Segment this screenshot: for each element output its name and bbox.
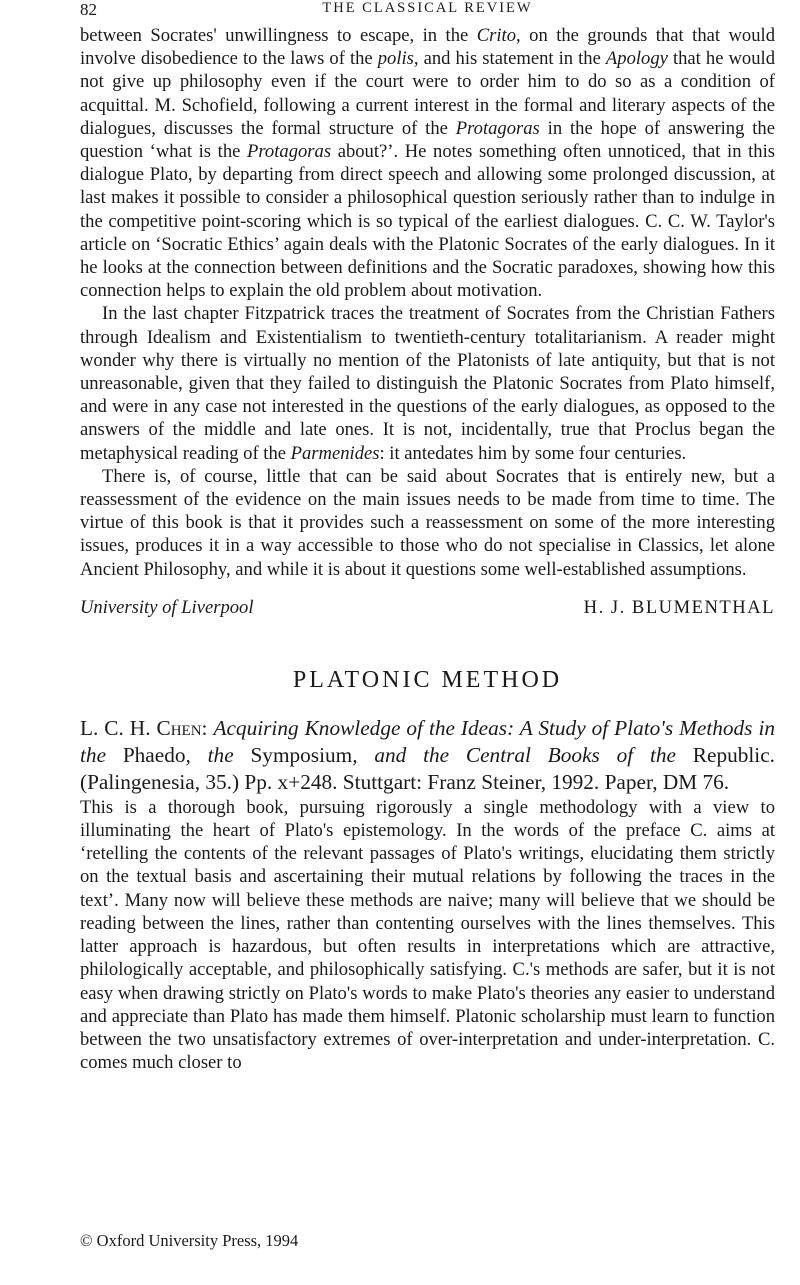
italic-run: Apology [605,48,668,70]
text-run: Phaedo [122,742,186,767]
running-header [80,0,775,24]
italic-run: Acquiring Knowledge of the Ideas: A Study of Plato's Methods in the [80,715,776,767]
text-run: . (Palingenesia, 35.) Pp. x+248. Stuttgart: Franz Steiner, 1992. Paper, DM 76. [80,742,775,794]
text-run: In the last chapter Fitzpatrick traces the treatment of Socrates from the Christian Fathers through Idealism and Existentialism to twentieth-century totalitarianism. A reader might wonder why there is virtually no mention of the Platonists of late antiquity, but that is not unreasonable, given that they failed to distinguish the Platonic Socrates from Plato himself, and were in any case not interested in the questions of the early dialogues, as opposed to the answers of the middle and late ones. It is not, incidentally, true that Proclus began the metaphysical reading of the [80,303,775,464]
paragraph [80,796,775,1074]
italic-run: Protagoras [247,141,332,163]
italic-run: Protagoras [455,117,540,139]
text-run: , on the grounds that that would involve disobedience to the laws of the [80,25,775,70]
signature-line [80,597,775,623]
italic-run: polis [377,48,414,70]
text-run: Republic [692,742,770,767]
italic-run: Parmenides [290,442,380,464]
text-run: L. C. H. [80,715,157,740]
text-run: in the hope of answering the question ‘what is the [80,117,775,163]
text-run: Symposium [250,742,353,767]
italic-run: , the [185,742,251,767]
copyright-notice: © Oxford University Press, 1994 [80,1231,299,1250]
text-run: , and his statement in the [413,48,606,70]
journal-title: THE CLASSICAL REVIEW [322,0,533,16]
smallcaps-run: Chen [156,715,202,740]
text-run: between Socrates' unwillingness to escape, in the [80,25,477,46]
page [80,0,775,1074]
reviewer-affiliation: University of Liverpool [80,596,254,618]
paragraph [80,24,775,302]
text-run: : [201,715,214,740]
bibliographic-entry [80,715,775,796]
italic-run: Crito [476,25,517,46]
text-run: : it antedates him by some four centuries. [379,442,687,464]
text-run: about?’. He notes something often unnoticed, that in this dialogue Plato, by departing from direct speech and allowing some prolonged discussion, at last makes it possible to consider a philosophical question seriously rather than to indulge in the competitive point-scoring which is so typical of the earliest dialogues. C. C. W. Taylor's article on ‘Socratic Ethics’ again deals with the Platonic Socrates of the early dialogues. In it he looks at the connection between definitions and the Socratic paradoxes, showing how this connection helps to explain the old problem about motivation. [80,141,775,302]
text-run: There is, of course, little that can be said about Socrates that is entirely new, but a reassessment of the evidence on the main issues needs to be made from time to time. The virtue of this book is that it provides such a reassessment on some of the more interesting issues, produces it in a way accessible to those who do not specialise in Classics, let alone Ancient Philosophy, and while it is about it questions some well-established assumptions. [80,465,775,580]
paragraph [80,465,775,581]
text-run: that he would not give up philosophy even if the court were to order him to do so as a condition of acquittal. M. Schofield, following a current interest in the formal and literary aspects of the dialogues, discusses the formal structure of the [80,48,775,139]
reviewer-name: H. J. BLUMENTHAL [583,596,775,618]
page-number: 82 [80,0,97,19]
section-title: PLATONIC METHOD [292,666,563,693]
paragraph [80,302,775,464]
italic-run: , and the Central Books of the [352,742,693,767]
text-run: This is a thorough book, pursuing rigorously a single methodology with a view to illuminating the heart of Plato's epistemology. In the words of the preface C. aims at ‘retelling the contents of the relevant passages of Plato's writings, elucidating them strictly on the textual basis and ascertaining their mutual relations by following the traces in the text’. Many now will believe these methods are naive; many will believe that we should be reading between the lines, rather than contenting ourselves with the lines themselves. This latter approach is hazardous, but often results in interpretations which are attractive, philologically acceptable, and philosophically satisfying. C.'s methods are safer, but it is not easy when drawing strictly on Plato's words to make Plato's theories any easier to understand and appreciate than Plato has made them himself. Platonic scholarship must learn to function between the two unsatisfactory extremes of over-interpretation and under-interpretation. C. comes much closer to [80,796,775,1074]
